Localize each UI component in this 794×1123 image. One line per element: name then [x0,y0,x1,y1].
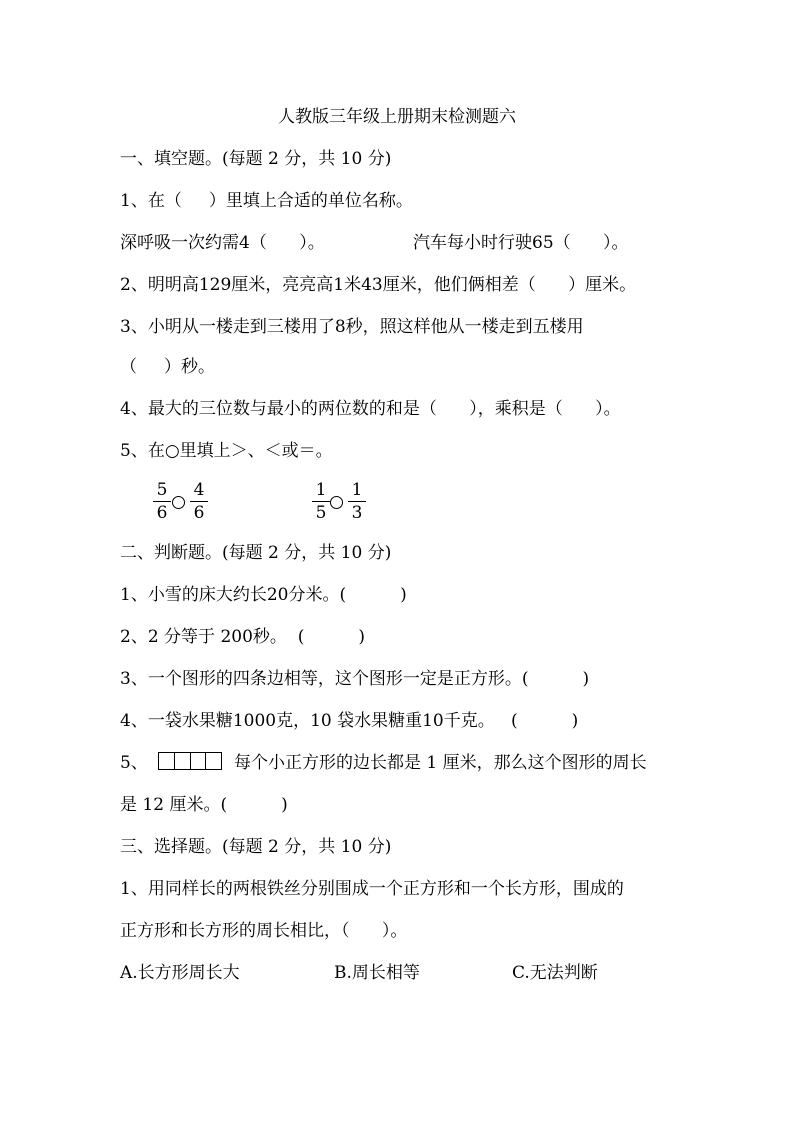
option-b: B.周长相等 [334,963,420,983]
section1-q4: 4、最大的三位数与最小的两位数的和是（ ），乘积是（ ）。 [120,399,621,419]
grid-cell [159,753,175,769]
fraction-denominator: 6 [156,503,168,523]
section1-q1: 1、在（ ）里填上合适的单位名称。 [120,191,413,211]
fraction-right-1 [190,480,208,523]
section2-q5-prefix: 5、 [120,753,148,773]
section2-q3: 3、一个图形的四条边相等，这个图形一定是正方形。( ) [120,669,590,689]
option-c: C.无法判断 [512,963,598,983]
section2-q1: 1、小雪的床大约长20分米。( ) [120,585,407,605]
compare-circle-1[interactable] [172,496,185,509]
fraction-denominator: 5 [315,503,327,523]
section3-heading: 三、选择题。(每题 2 分，共 10 分) [120,837,392,857]
section2-q4: 4、一袋水果糖1000克，10 袋水果糖重10千克。 ( ) [120,711,579,731]
fraction-numerator: 1 [348,480,366,502]
fraction-left-2 [312,480,330,523]
section1-q5: 5、在○里填上＞、＜或＝。 [120,441,333,461]
section3-q1-line2: 正方形和长方形的周长相比，（ ）。 [120,921,408,941]
section1-q3-line2: （ ）秒。 [120,357,216,377]
fraction-denominator: 6 [193,503,205,523]
section2-q5-text: 每个小正方形的边长都是 1 厘米，那么这个图形的周长 [234,753,647,773]
compare-circle-2[interactable] [330,496,343,509]
section1-q3-line1: 3、小明从一楼走到三楼用了8秒，照这样他从一楼走到五楼用 [120,317,584,337]
section3-q1-line1: 1、用同样长的两根铁丝分别围成一个正方形和一个长方形，围成的 [120,879,624,899]
grid-cell [206,753,221,769]
page-title: 人教版三年级上册期末检测题六 [278,107,516,127]
fraction-right-2 [348,480,366,523]
fraction-numerator: 5 [153,480,171,502]
section2-q5-line2: 是 12 厘米。( ) [120,795,288,815]
fraction-numerator: 4 [190,480,208,502]
section1-q2: 2、明明高129厘米，亮亮高1米43厘米，他们俩相差（ ）厘米。 [120,275,637,295]
fraction-numerator: 1 [312,480,330,502]
fraction-left-1 [153,480,171,523]
section1-q1-b: 汽车每小时行驶65（ ）。 [413,233,629,253]
fraction-denominator: 3 [351,503,363,523]
grid-figure [158,752,222,770]
grid-cell [191,753,207,769]
section1-heading: 一、填空题。(每题 2 分，共 10 分) [120,149,392,169]
section1-q1-a: 深呼吸一次约需4（ ）。 [120,233,325,253]
grid-cell [175,753,191,769]
section2-q2: 2、2 分等于 200秒。 ( ) [120,627,365,647]
section2-heading: 二、判断题。(每题 2 分，共 10 分) [120,543,392,563]
option-a: A.长方形周长大 [120,963,240,983]
